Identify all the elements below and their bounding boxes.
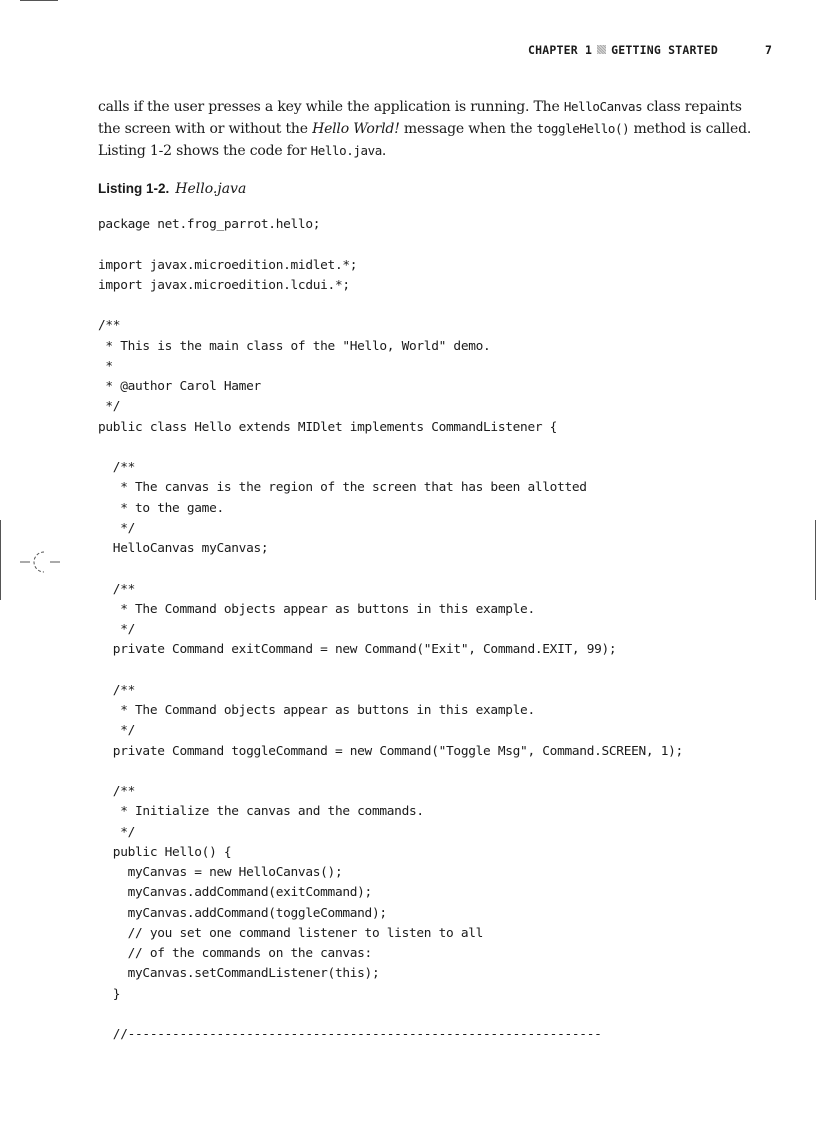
text-run: message when the <box>399 121 537 137</box>
paragraph-line-3 <box>98 140 738 162</box>
code-line: private Command exitCommand = new Command("Exit", Command.EXIT, 99); <box>98 642 617 658</box>
crop-mark-top-left <box>20 0 58 1</box>
page-number: 7 <box>765 43 773 57</box>
registration-mark-icon <box>20 548 60 576</box>
code-line: // you set one command listener to listen to all <box>98 925 484 941</box>
chapter-heading <box>528 43 718 57</box>
code-line: */ <box>98 399 121 415</box>
chapter-title: GETTING STARTED <box>611 43 718 57</box>
code-line: * Initialize the canvas and the commands. <box>98 804 424 820</box>
code-line <box>98 235 683 255</box>
code-line: * to the game. <box>98 500 224 516</box>
text-run: the screen with or without the <box>98 121 313 137</box>
code-line: * <box>98 358 113 374</box>
code-line <box>98 559 683 579</box>
code-line: public class Hello extends MIDlet implements CommandListener { <box>98 419 558 435</box>
inline-code: HelloCanvas <box>563 99 643 114</box>
code-line: package net.frog_parrot.hello; <box>98 217 321 232</box>
code-line: */ <box>98 723 136 739</box>
code-line: import javax.microedition.lcdui.*; <box>98 277 350 293</box>
code-line: */ <box>98 520 136 536</box>
code-line: * @author Carol Hamer <box>98 379 261 394</box>
code-line <box>98 296 683 316</box>
inline-code: Hello.java <box>310 143 382 158</box>
code-line: myCanvas.addCommand(exitCommand); <box>98 885 372 901</box>
code-line: * This is the main class of the "Hello, World" demo. <box>98 338 491 354</box>
code-line: * The Command objects appear as buttons in this example. <box>98 601 535 617</box>
chapter-label: CHAPTER 1 <box>528 43 593 57</box>
code-line: //---------------------------------------------------------------- <box>98 1027 602 1042</box>
code-line <box>98 762 683 782</box>
code-listing <box>98 215 683 1045</box>
listing-caption <box>98 181 246 198</box>
body-paragraph <box>98 96 752 162</box>
text-run: . <box>381 143 387 159</box>
code-line: HelloCanvas myCanvas; <box>98 541 269 556</box>
code-line: public Hello() { <box>98 844 232 860</box>
code-line: /** <box>98 318 121 334</box>
code-line: myCanvas.addCommand(toggleCommand); <box>98 905 387 921</box>
text-run: method is called. <box>629 121 752 137</box>
code-line: /** <box>98 784 136 799</box>
code-line: // of the commands on the canvas: <box>98 946 372 961</box>
paragraph-line-1 <box>98 96 742 118</box>
code-line: myCanvas = new HelloCanvas(); <box>98 865 343 880</box>
code-line <box>98 1005 683 1025</box>
code-line <box>98 661 683 681</box>
paragraph-line-2 <box>98 118 752 140</box>
running-header <box>0 43 816 59</box>
code-line: myCanvas.setCommandListener(this); <box>98 966 380 982</box>
code-line: /** <box>98 682 136 698</box>
code-line: /** <box>98 460 136 475</box>
listing-filename: Hello.java <box>175 181 247 197</box>
code-line: * The canvas is the region of the screen that has been allotted <box>98 480 587 496</box>
crop-mark-left-upper <box>0 520 1 600</box>
separator-square-icon <box>597 45 606 54</box>
emphasis-text: Hello World! <box>312 121 400 137</box>
inline-code: toggleHello() <box>536 121 630 136</box>
code-line: } <box>98 986 121 1002</box>
code-line: */ <box>98 824 136 840</box>
text-run: Listing 1-2 shows the code for <box>98 143 311 159</box>
code-line: */ <box>98 622 136 637</box>
text-run: class repaints <box>642 99 742 115</box>
code-line: * The Command objects appear as buttons in this example. <box>98 703 535 718</box>
code-line <box>98 438 683 458</box>
text-run: calls if the user presses a key while the application is running. The <box>98 99 564 115</box>
code-line: import javax.microedition.midlet.*; <box>98 257 358 273</box>
code-line: private Command toggleCommand = new Command("Toggle Msg", Command.SCREEN, 1); <box>98 743 683 759</box>
listing-label: Listing 1-2. <box>98 181 170 196</box>
code-line: /** <box>98 581 136 597</box>
